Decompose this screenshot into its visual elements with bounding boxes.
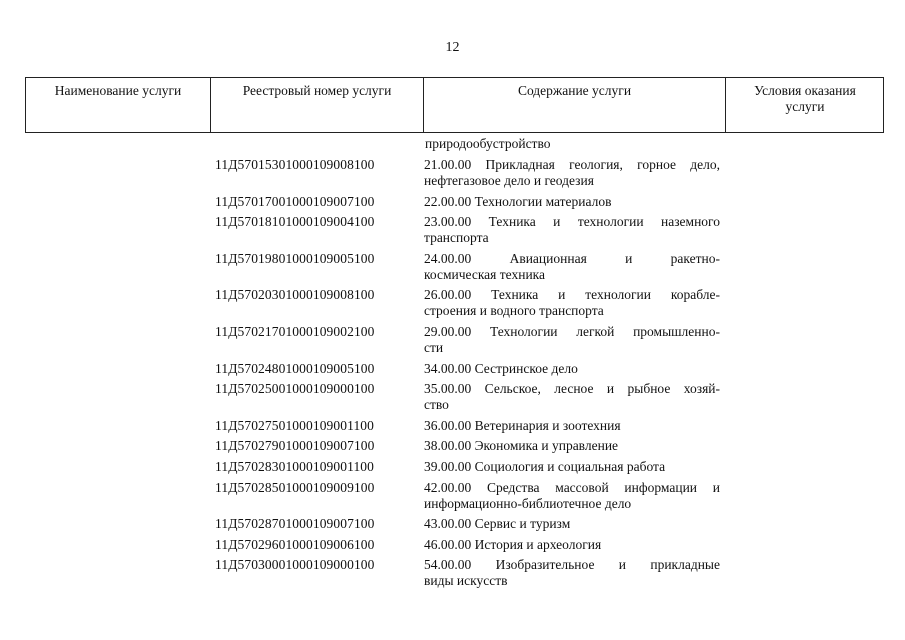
service-content	[424, 438, 720, 454]
service-content-line: 38.00.00 Экономика и управление	[424, 438, 619, 454]
registry-number: 11Д57028701000109007100	[215, 516, 375, 532]
service-content-line: 42.00.00 Средства массовой информации и	[424, 479, 720, 495]
service-content-line: 23.00.00 Техника и технологии наземного	[424, 214, 720, 230]
service-content	[424, 157, 720, 189]
registry-number: 11Д57028501000109009100	[215, 479, 375, 495]
service-content-line: 24.00.00 Авиационная и ракетно-	[424, 250, 720, 266]
service-content	[424, 418, 720, 434]
service-content-line: 46.00.00 История и археология	[424, 536, 602, 552]
header-service-conditions: Условия оказания услуги	[754, 83, 856, 114]
registry-number: 11Д57027901000109007100	[215, 438, 375, 454]
registry-number: 11Д57019801000109005100	[215, 250, 375, 266]
service-content	[424, 214, 720, 246]
table-header	[25, 77, 884, 133]
service-content-line: сти	[424, 340, 444, 355]
registry-number: 11Д57028301000109001100	[215, 459, 375, 474]
service-content-line: виды искусств	[424, 573, 508, 589]
registry-number: 11Д57024801000109005100	[215, 360, 375, 376]
service-content	[424, 287, 720, 319]
registry-number: 11Д57018101000109004100	[215, 214, 375, 230]
service-content-line: 29.00.00 Технологии легкой промышленно-	[424, 324, 720, 339]
service-content-line: 34.00.00 Сестринское дело	[424, 360, 578, 376]
service-content-line: космическая техника	[424, 266, 546, 282]
header-registry-number: Реестровый номер услуги	[242, 83, 392, 98]
registry-number: 11Д57021701000109002100	[215, 324, 375, 339]
service-content	[424, 480, 720, 512]
service-content-line: 26.00.00 Техника и технологии корабле-	[424, 287, 720, 303]
service-content-line: 39.00.00 Социология и социальная работа	[424, 459, 666, 474]
service-content-line: строения и водного транспорта	[424, 303, 604, 319]
service-content-line: нефтегазовое дело и геодезия	[424, 173, 594, 188]
service-content	[424, 516, 720, 532]
service-content-line: 54.00.00 Изобразительное и прикладные	[424, 557, 720, 573]
service-content-line: 36.00.00 Ветеринария и зоотехния	[424, 417, 621, 433]
service-content	[424, 194, 720, 210]
service-content-line: информационно-библиотечное дело	[424, 495, 632, 511]
service-content	[424, 459, 720, 475]
registry-number: 11Д57030001000109000100	[215, 557, 375, 573]
service-content-line: ство	[424, 397, 449, 413]
service-content	[424, 361, 720, 377]
service-content	[424, 324, 720, 356]
service-content-line: 43.00.00 Сервис и туризм	[424, 516, 571, 532]
service-content	[424, 537, 720, 553]
continuation-text: природообустройство	[425, 136, 551, 151]
service-content	[424, 381, 720, 413]
registry-number: 11Д57025001000109000100	[215, 381, 375, 397]
service-content	[424, 557, 720, 589]
service-content-line: транспорта	[424, 230, 489, 246]
registry-number: 11Д57020301000109008100	[215, 287, 375, 303]
registry-number: 11Д57015301000109008100	[215, 157, 375, 172]
registry-number: 11Д57029601000109006100	[215, 536, 375, 552]
page-number: 12	[445, 40, 460, 55]
service-content-line: 21.00.00 Прикладная геология, горное дело,	[424, 157, 720, 172]
service-content	[424, 251, 720, 283]
service-content-line: 22.00.00 Технологии материалов	[424, 193, 612, 209]
header-service-name: Наименование услуги	[54, 83, 182, 98]
registry-number: 11Д57017001000109007100	[215, 193, 375, 209]
registry-number: 11Д57027501000109001100	[215, 417, 375, 433]
header-service-content: Содержание услуги	[517, 83, 632, 98]
service-content-line: 35.00.00 Сельское, лесное и рыбное хозяй-	[424, 381, 720, 397]
